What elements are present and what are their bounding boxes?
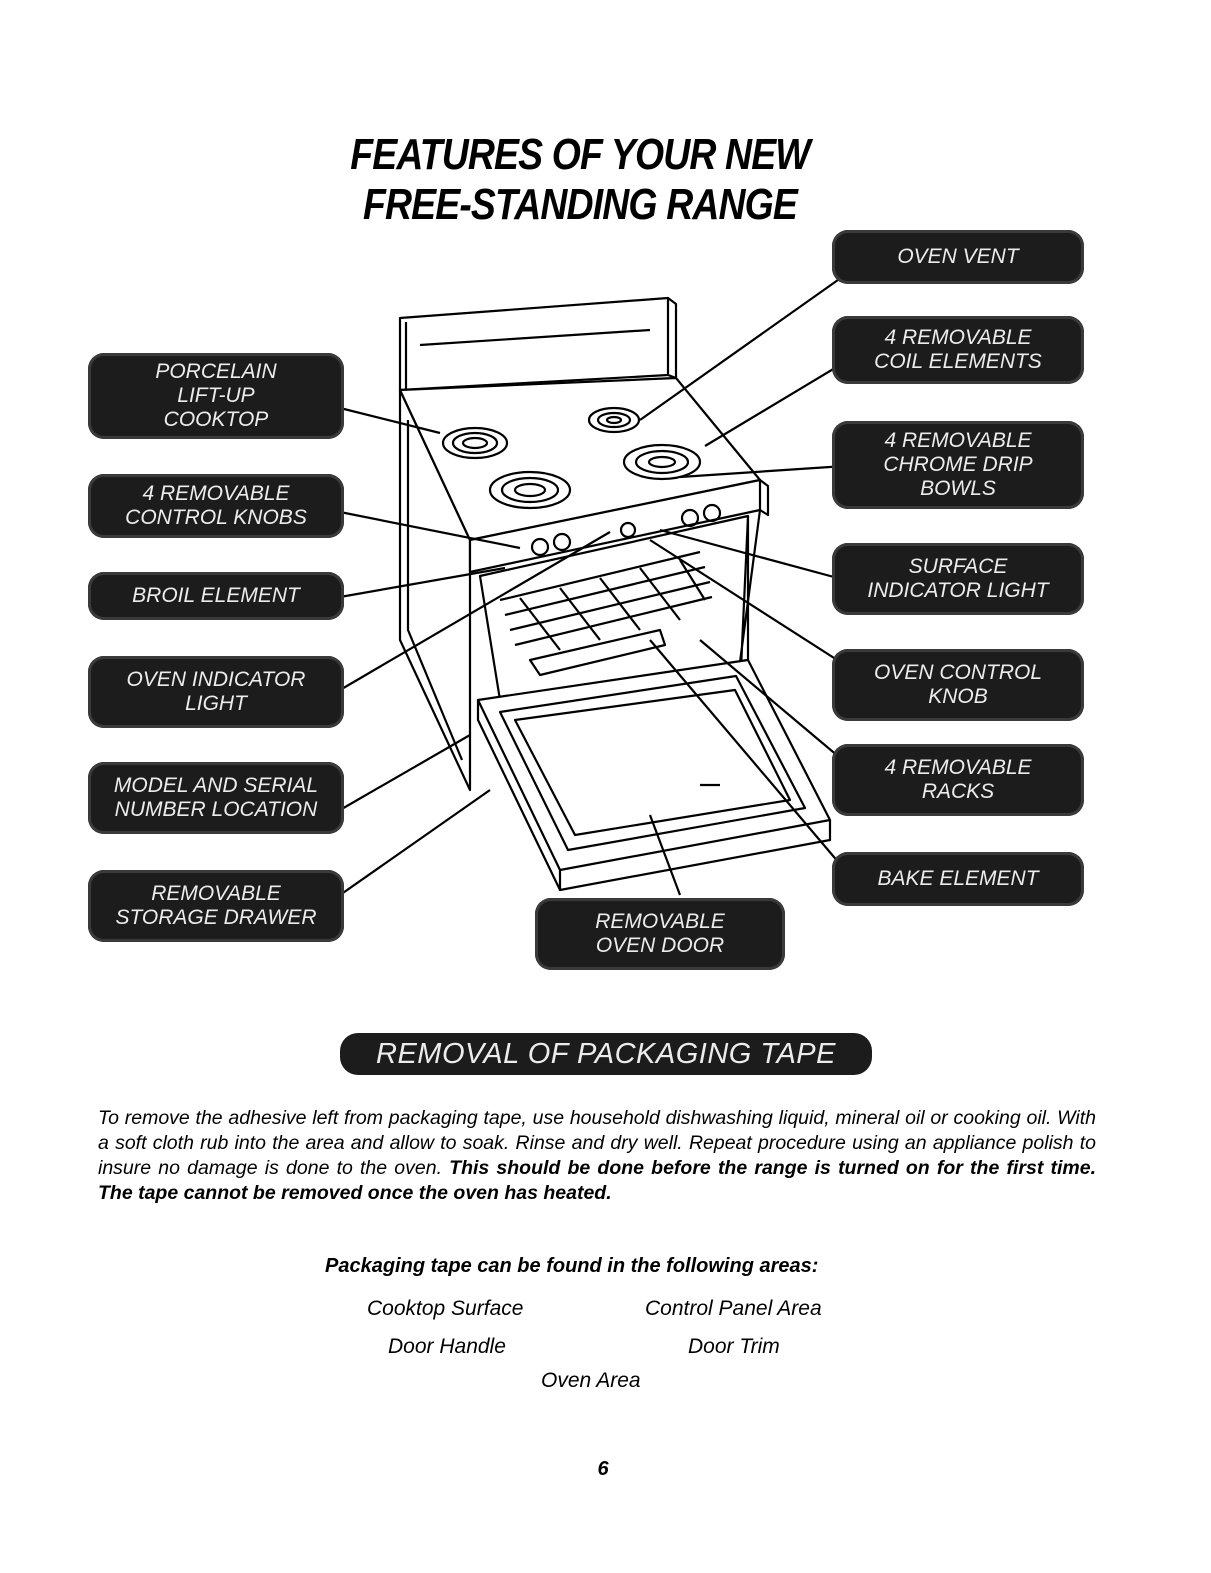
instructions-text: To remove the adhesive left from packaging tape, use household dishwashing liquid, mineral oil or cooking oil. With a soft cloth rub into the area and allow to soak. Rinse and dry well. Repeat procedure using an appliance polish to insure no damage is done to the oven. [98, 1107, 1096, 1179]
label-oven-indicator-light: OVEN INDICATOR LIGHT [88, 656, 344, 728]
label-porcelain-cooktop: PORCELAIN LIFT-UP COOKTOP [88, 353, 344, 439]
instructions-warning: This should be done before the range is turned on for the first time. The tape cannot be removed once the oven has heated. [98, 1157, 1096, 1204]
label-coil-elements: 4 REMOVABLE COIL ELEMENTS [832, 316, 1084, 384]
label-oven-control-knob: OVEN CONTROL KNOB [832, 649, 1084, 721]
section-heading: REMOVAL OF PACKAGING TAPE [340, 1033, 872, 1075]
label-surface-indicator-light: SURFACE INDICATOR LIGHT [832, 543, 1084, 615]
label-racks: 4 REMOVABLE RACKS [832, 744, 1084, 816]
label-model-serial-location: MODEL AND SERIAL NUMBER LOCATION [88, 762, 344, 834]
areas-heading: Packaging tape can be found in the following areas: [325, 1255, 819, 1277]
area-item: Oven Area [541, 1369, 641, 1392]
label-oven-vent: OVEN VENT [832, 230, 1084, 284]
instructions-paragraph [98, 1106, 1096, 1206]
area-item: Control Panel Area [645, 1297, 822, 1320]
page-number: 6 [597, 1458, 609, 1480]
label-oven-door: REMOVABLE OVEN DOOR [535, 898, 785, 970]
area-item: Door Trim [688, 1335, 780, 1358]
label-storage-drawer: REMOVABLE STORAGE DRAWER [88, 870, 344, 942]
label-bake-element: BAKE ELEMENT [832, 852, 1084, 906]
area-item: Door Handle [388, 1335, 506, 1358]
label-broil-element: BROIL ELEMENT [88, 572, 344, 620]
title-line-2: FREE-STANDING RANGE [362, 180, 798, 229]
label-chrome-drip-bowls: 4 REMOVABLE CHROME DRIP BOWLS [832, 421, 1084, 509]
label-control-knobs: 4 REMOVABLE CONTROL KNOBS [88, 474, 344, 538]
title-line-1: FEATURES OF YOUR NEW [350, 130, 810, 179]
area-item: Cooktop Surface [367, 1297, 524, 1320]
